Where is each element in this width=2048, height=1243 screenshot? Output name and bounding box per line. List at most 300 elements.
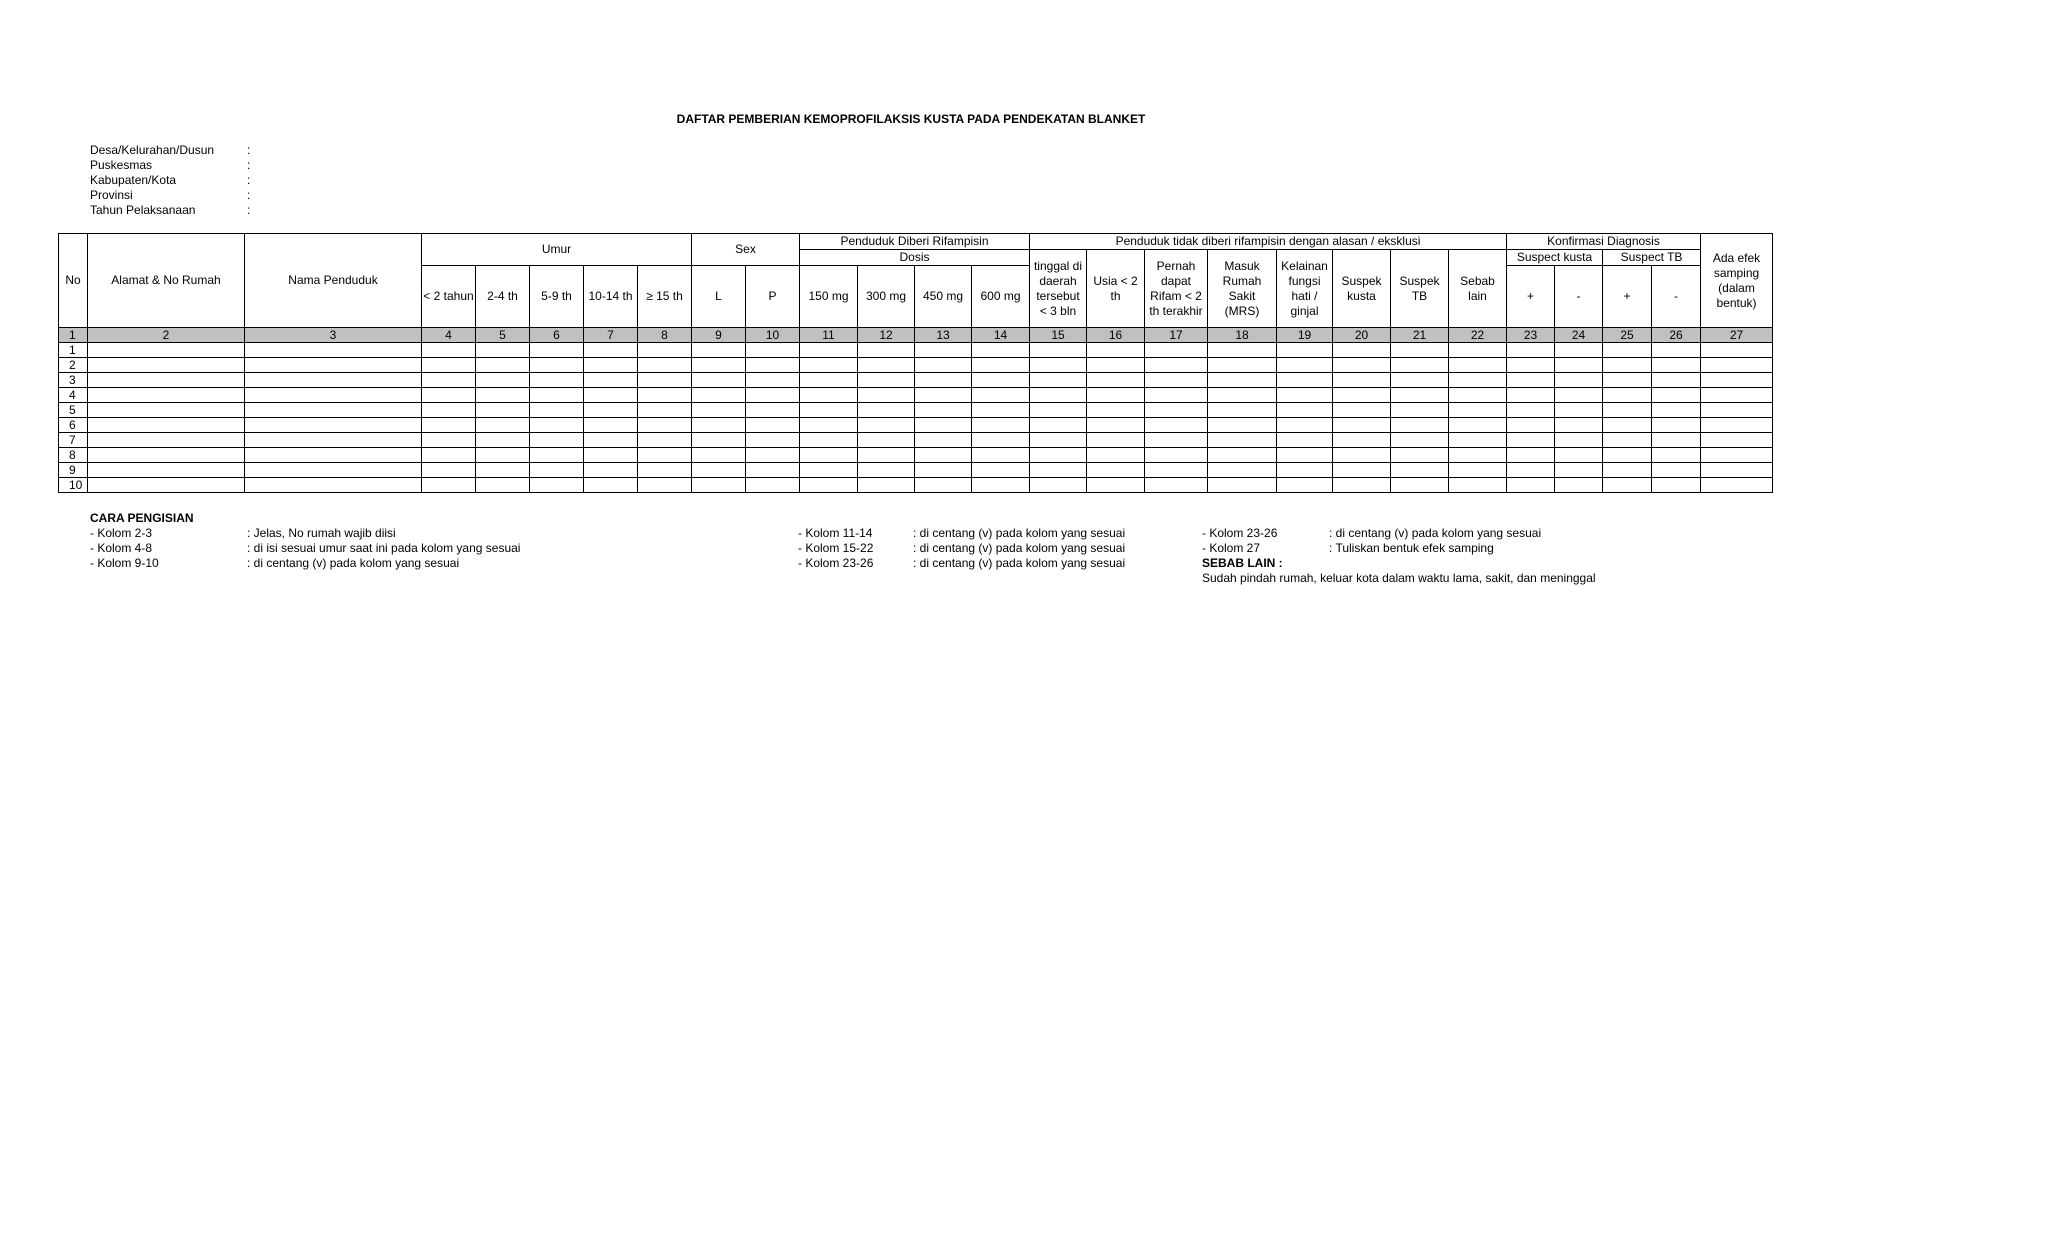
table-cell[interactable]: [1087, 448, 1145, 463]
table-cell[interactable]: [245, 433, 422, 448]
table-cell[interactable]: [1555, 373, 1603, 388]
table-cell[interactable]: [88, 388, 245, 403]
table-cell[interactable]: [638, 448, 692, 463]
table-cell[interactable]: [1603, 463, 1652, 478]
table-cell[interactable]: [692, 418, 746, 433]
instruction-value: : di centang (v) pada kolom yang sesuai: [913, 526, 1126, 540]
table-cell[interactable]: [1277, 418, 1333, 433]
table-cell[interactable]: [1030, 343, 1087, 358]
table-cell[interactable]: [915, 448, 972, 463]
table-cell[interactable]: [1652, 358, 1701, 373]
table-cell[interactable]: [972, 343, 1030, 358]
table-cell[interactable]: [800, 418, 858, 433]
table-cell[interactable]: [1652, 388, 1701, 403]
table-cell[interactable]: [1030, 388, 1087, 403]
table-cell[interactable]: [692, 448, 746, 463]
table-cell[interactable]: [88, 358, 245, 373]
table-cell[interactable]: [245, 448, 422, 463]
table-cell[interactable]: [1030, 373, 1087, 388]
table-cell[interactable]: [746, 433, 800, 448]
table-cell[interactable]: [422, 463, 476, 478]
table-cell[interactable]: [915, 433, 972, 448]
table-cell[interactable]: [800, 343, 858, 358]
table-cell[interactable]: [800, 403, 858, 418]
row-number-cell: 3: [59, 373, 88, 388]
table-cell[interactable]: [1208, 343, 1277, 358]
table-cell[interactable]: [692, 478, 746, 493]
table-cell[interactable]: [1391, 388, 1449, 403]
table-cell[interactable]: [1145, 478, 1208, 493]
table-cell[interactable]: [1333, 343, 1391, 358]
table-cell[interactable]: [1208, 388, 1277, 403]
table-cell[interactable]: [1652, 343, 1701, 358]
column-number-cell: 9: [692, 328, 746, 343]
table-cell[interactable]: [422, 388, 476, 403]
table-cell[interactable]: [972, 403, 1030, 418]
table-row: [59, 478, 1773, 493]
table-cell[interactable]: [1145, 373, 1208, 388]
table-cell[interactable]: [1208, 433, 1277, 448]
table-cell[interactable]: [746, 358, 800, 373]
table-cell[interactable]: [915, 358, 972, 373]
info-label: Tahun Pelaksanaan: [90, 203, 196, 217]
table-cell[interactable]: [1333, 403, 1391, 418]
table-cell[interactable]: [1087, 343, 1145, 358]
table-cell[interactable]: [1701, 418, 1773, 433]
table-cell[interactable]: [530, 358, 584, 373]
table-cell[interactable]: [1507, 403, 1555, 418]
table-cell[interactable]: [1391, 478, 1449, 493]
table-cell[interactable]: [1603, 478, 1652, 493]
table-cell[interactable]: [1208, 478, 1277, 493]
table-cell[interactable]: [584, 463, 638, 478]
table-cell[interactable]: [584, 433, 638, 448]
table-cell[interactable]: [858, 433, 915, 448]
table-cell[interactable]: [1391, 373, 1449, 388]
table-cell[interactable]: [422, 403, 476, 418]
table-cell[interactable]: [1603, 418, 1652, 433]
table-cell[interactable]: [1145, 463, 1208, 478]
table-cell[interactable]: [1449, 418, 1507, 433]
table-cell[interactable]: [1701, 388, 1773, 403]
header-umur-sub: < 2 tahun: [422, 266, 476, 328]
table-cell[interactable]: [1277, 388, 1333, 403]
table-cell[interactable]: [1603, 373, 1652, 388]
table-cell[interactable]: [915, 373, 972, 388]
table-cell[interactable]: [1087, 358, 1145, 373]
instruction-value: : Jelas, No rumah wajib diisi: [247, 526, 396, 540]
table-cell[interactable]: [476, 388, 530, 403]
table-cell[interactable]: [422, 373, 476, 388]
table-cell[interactable]: [1701, 478, 1773, 493]
header-dosis-sub: 300 mg: [858, 266, 915, 328]
table-cell[interactable]: [1087, 388, 1145, 403]
table-cell[interactable]: [584, 343, 638, 358]
table-cell[interactable]: [1333, 448, 1391, 463]
column-number-cell: 2: [88, 328, 245, 343]
table-row: [59, 418, 1773, 433]
table-cell[interactable]: [1701, 433, 1773, 448]
table-cell[interactable]: [530, 433, 584, 448]
table-cell[interactable]: [1087, 478, 1145, 493]
table-cell[interactable]: [800, 373, 858, 388]
table-cell[interactable]: [1603, 358, 1652, 373]
table-cell[interactable]: [692, 358, 746, 373]
table-cell[interactable]: [746, 343, 800, 358]
table-cell[interactable]: [530, 388, 584, 403]
table-cell[interactable]: [530, 448, 584, 463]
table-cell[interactable]: [858, 388, 915, 403]
table-cell[interactable]: [1391, 343, 1449, 358]
table-cell[interactable]: [1208, 358, 1277, 373]
table-cell[interactable]: [692, 403, 746, 418]
row-number-cell: 4: [59, 388, 88, 403]
table-cell[interactable]: [530, 463, 584, 478]
table-cell[interactable]: [245, 358, 422, 373]
table-cell[interactable]: [1701, 358, 1773, 373]
table-cell[interactable]: [915, 478, 972, 493]
table-cell[interactable]: [800, 463, 858, 478]
table-cell[interactable]: [88, 433, 245, 448]
table-cell[interactable]: [746, 373, 800, 388]
table-cell[interactable]: [1652, 418, 1701, 433]
table-cell[interactable]: [476, 478, 530, 493]
table-cell[interactable]: [638, 388, 692, 403]
table-cell[interactable]: [972, 448, 1030, 463]
table-cell[interactable]: [245, 478, 422, 493]
table-cell[interactable]: [1277, 478, 1333, 493]
table-cell[interactable]: [638, 403, 692, 418]
table-cell[interactable]: [1555, 478, 1603, 493]
table-cell[interactable]: [1603, 448, 1652, 463]
table-cell[interactable]: [1449, 463, 1507, 478]
table-cell[interactable]: [1208, 403, 1277, 418]
table-cell[interactable]: [746, 478, 800, 493]
table-cell[interactable]: [1087, 373, 1145, 388]
table-cell[interactable]: [915, 418, 972, 433]
info-row-kabupaten: [90, 173, 250, 188]
table-cell[interactable]: [476, 403, 530, 418]
table-cell[interactable]: [746, 463, 800, 478]
table-cell[interactable]: [1652, 433, 1701, 448]
table-cell[interactable]: [1603, 388, 1652, 403]
table-cell[interactable]: [1145, 418, 1208, 433]
table-cell[interactable]: [1333, 418, 1391, 433]
table-cell[interactable]: [1333, 358, 1391, 373]
table-cell[interactable]: [1603, 403, 1652, 418]
table-cell[interactable]: [1652, 463, 1701, 478]
table-cell[interactable]: [1030, 463, 1087, 478]
table-cell[interactable]: [422, 448, 476, 463]
table-cell[interactable]: [88, 403, 245, 418]
table-cell[interactable]: [584, 403, 638, 418]
table-cell[interactable]: [476, 358, 530, 373]
table-cell[interactable]: [746, 418, 800, 433]
table-cell[interactable]: [638, 373, 692, 388]
table-cell[interactable]: [638, 358, 692, 373]
table-cell[interactable]: [746, 448, 800, 463]
table-cell[interactable]: [530, 373, 584, 388]
table-cell[interactable]: [1333, 463, 1391, 478]
table-cell[interactable]: [972, 433, 1030, 448]
table-cell[interactable]: [1652, 403, 1701, 418]
instruction-key: - Kolom 23-26: [1202, 526, 1278, 540]
header-konf-sub: -: [1555, 266, 1603, 328]
table-cell[interactable]: [1701, 343, 1773, 358]
table-cell[interactable]: [476, 343, 530, 358]
table-cell[interactable]: [1507, 448, 1555, 463]
table-cell[interactable]: [584, 448, 638, 463]
table-cell[interactable]: [858, 478, 915, 493]
info-label: Desa/Kelurahan/Dusun: [90, 143, 215, 157]
column-number-cell: 12: [858, 328, 915, 343]
instruction-row: [1202, 526, 1596, 541]
header-umur-sub: 10-14 th: [584, 266, 638, 328]
column-number-cell: 3: [245, 328, 422, 343]
table-cell[interactable]: [245, 343, 422, 358]
table-cell[interactable]: [1145, 403, 1208, 418]
table-cell[interactable]: [1208, 463, 1277, 478]
table-cell[interactable]: [1449, 343, 1507, 358]
table-cell[interactable]: [638, 418, 692, 433]
table-cell[interactable]: [1507, 478, 1555, 493]
table-cell[interactable]: [1652, 478, 1701, 493]
table-cell[interactable]: [245, 373, 422, 388]
header-sex-sub: L: [692, 266, 746, 328]
table-cell[interactable]: [800, 433, 858, 448]
table-cell[interactable]: [1087, 403, 1145, 418]
table-cell[interactable]: [858, 358, 915, 373]
table-cell[interactable]: [476, 463, 530, 478]
table-cell[interactable]: [422, 418, 476, 433]
table-cell[interactable]: [1449, 388, 1507, 403]
table-cell[interactable]: [88, 448, 245, 463]
table-cell[interactable]: [1145, 343, 1208, 358]
table-cell[interactable]: [1391, 433, 1449, 448]
table-cell[interactable]: [1449, 448, 1507, 463]
table-cell[interactable]: [1701, 463, 1773, 478]
table-cell[interactable]: [800, 478, 858, 493]
column-number-cell: 4: [422, 328, 476, 343]
table-cell[interactable]: [584, 373, 638, 388]
table-cell[interactable]: [1333, 478, 1391, 493]
table-cell[interactable]: [1555, 418, 1603, 433]
table-cell[interactable]: [476, 433, 530, 448]
sebab-lain-heading: SEBAB LAIN :: [1202, 556, 1283, 570]
table-cell[interactable]: [1603, 343, 1652, 358]
table-cell[interactable]: [1449, 433, 1507, 448]
table-cell[interactable]: [1449, 478, 1507, 493]
table-cell[interactable]: [972, 358, 1030, 373]
table-cell[interactable]: [1145, 433, 1208, 448]
table-cell[interactable]: [1030, 448, 1087, 463]
table-cell[interactable]: [858, 448, 915, 463]
instructions-col3: [1202, 526, 1596, 586]
table-cell[interactable]: [1555, 433, 1603, 448]
table-cell[interactable]: [1507, 418, 1555, 433]
table-cell[interactable]: [972, 463, 1030, 478]
table-cell[interactable]: [915, 343, 972, 358]
table-cell[interactable]: [422, 478, 476, 493]
table-cell[interactable]: [1507, 373, 1555, 388]
table-cell[interactable]: [1030, 403, 1087, 418]
header-tidak-diberi: Penduduk tidak diberi rifampisin dengan alasan / eksklusi: [1030, 234, 1507, 250]
table-cell[interactable]: [1507, 358, 1555, 373]
table-cell[interactable]: [1603, 433, 1652, 448]
table-row: [59, 448, 1773, 463]
table-cell[interactable]: [692, 388, 746, 403]
table-cell[interactable]: [858, 418, 915, 433]
table-cell[interactable]: [915, 463, 972, 478]
table-cell[interactable]: [1391, 358, 1449, 373]
table-cell[interactable]: [1555, 358, 1603, 373]
table-cell[interactable]: [476, 373, 530, 388]
table-cell[interactable]: [88, 373, 245, 388]
column-number-cell: 8: [638, 328, 692, 343]
table-cell[interactable]: [1507, 463, 1555, 478]
table-cell[interactable]: [1087, 418, 1145, 433]
table-cell[interactable]: [800, 358, 858, 373]
table-cell[interactable]: [1449, 373, 1507, 388]
table-cell[interactable]: [1449, 403, 1507, 418]
table-cell[interactable]: [1701, 373, 1773, 388]
table-cell[interactable]: [1555, 463, 1603, 478]
table-cell[interactable]: [1701, 448, 1773, 463]
table-cell[interactable]: [245, 403, 422, 418]
table-cell[interactable]: [1277, 433, 1333, 448]
table-cell[interactable]: [746, 403, 800, 418]
table-cell[interactable]: [1507, 343, 1555, 358]
table-cell[interactable]: [1333, 373, 1391, 388]
table-cell[interactable]: [1701, 403, 1773, 418]
table-cell[interactable]: [88, 463, 245, 478]
table-cell[interactable]: [476, 448, 530, 463]
table-cell[interactable]: [1277, 373, 1333, 388]
table-cell[interactable]: [800, 448, 858, 463]
table-cell[interactable]: [1555, 403, 1603, 418]
table-cell[interactable]: [530, 343, 584, 358]
table-cell[interactable]: [638, 343, 692, 358]
table-cell[interactable]: [1555, 343, 1603, 358]
table-cell[interactable]: [1333, 388, 1391, 403]
header-sex-sub: P: [746, 266, 800, 328]
table-cell[interactable]: [584, 388, 638, 403]
table-cell[interactable]: [692, 343, 746, 358]
table-cell[interactable]: [422, 358, 476, 373]
table-cell[interactable]: [88, 343, 245, 358]
table-cell[interactable]: [915, 403, 972, 418]
table-cell[interactable]: [1391, 448, 1449, 463]
table-cell[interactable]: [476, 418, 530, 433]
table-cell[interactable]: [1145, 388, 1208, 403]
table-cell[interactable]: [422, 343, 476, 358]
table-cell[interactable]: [692, 373, 746, 388]
table-cell[interactable]: [1507, 388, 1555, 403]
table-cell[interactable]: [858, 343, 915, 358]
table-cell[interactable]: [245, 418, 422, 433]
table-cell[interactable]: [88, 478, 245, 493]
instruction-key: - Kolom 11-14: [798, 526, 873, 540]
table-cell[interactable]: [972, 373, 1030, 388]
table-cell[interactable]: [638, 463, 692, 478]
table-cell[interactable]: [1277, 463, 1333, 478]
table-cell[interactable]: [584, 358, 638, 373]
table-cell[interactable]: [972, 418, 1030, 433]
table-cell[interactable]: [638, 433, 692, 448]
table-cell[interactable]: [1449, 358, 1507, 373]
table-cell[interactable]: [972, 478, 1030, 493]
table-cell[interactable]: [1208, 448, 1277, 463]
page-title: DAFTAR PEMBERIAN KEMOPROFILAKSIS KUSTA PADA PENDEKATAN BLANKET: [676, 112, 1146, 126]
instructions-col2: [798, 526, 1125, 571]
table-cell[interactable]: [245, 388, 422, 403]
table-cell[interactable]: [88, 418, 245, 433]
table-cell[interactable]: [1145, 358, 1208, 373]
table-cell[interactable]: [1507, 433, 1555, 448]
table-cell[interactable]: [1087, 463, 1145, 478]
info-label: Puskesmas: [90, 158, 153, 172]
table-cell[interactable]: [530, 403, 584, 418]
instruction-row: [90, 541, 520, 556]
table-cell[interactable]: [800, 388, 858, 403]
table-cell[interactable]: [1030, 433, 1087, 448]
info-label: Provinsi: [90, 188, 133, 202]
table-cell[interactable]: [1333, 433, 1391, 448]
table-cell[interactable]: [530, 418, 584, 433]
table-cell[interactable]: [1277, 448, 1333, 463]
column-number-cell: 1: [59, 328, 88, 343]
table-cell[interactable]: [1277, 403, 1333, 418]
table-cell[interactable]: [422, 433, 476, 448]
table-cell[interactable]: [858, 373, 915, 388]
table-cell[interactable]: [1391, 463, 1449, 478]
table-cell[interactable]: [638, 478, 692, 493]
table-cell[interactable]: [692, 463, 746, 478]
table-cell[interactable]: [1030, 478, 1087, 493]
table-row: [59, 403, 1773, 418]
table-cell[interactable]: [915, 388, 972, 403]
main-table: [58, 233, 1773, 493]
table-cell[interactable]: [746, 388, 800, 403]
table-cell[interactable]: [1277, 343, 1333, 358]
table-cell[interactable]: [584, 418, 638, 433]
table-cell[interactable]: [858, 403, 915, 418]
table-cell[interactable]: [1277, 358, 1333, 373]
header-konf-sub: -: [1652, 266, 1701, 328]
instruction-key: - Kolom 2-3: [90, 526, 153, 540]
table-cell[interactable]: [584, 478, 638, 493]
table-cell[interactable]: [1391, 418, 1449, 433]
table-cell[interactable]: [245, 463, 422, 478]
table-cell[interactable]: [858, 463, 915, 478]
table-cell[interactable]: [1030, 358, 1087, 373]
row-number-cell: 8: [59, 448, 88, 463]
table-cell[interactable]: [692, 433, 746, 448]
table-cell[interactable]: [1555, 448, 1603, 463]
table-cell[interactable]: [1145, 448, 1208, 463]
table-cell[interactable]: [1652, 373, 1701, 388]
table-cell[interactable]: [530, 478, 584, 493]
table-cell[interactable]: [1208, 418, 1277, 433]
table-cell[interactable]: [1652, 448, 1701, 463]
table-cell[interactable]: [1391, 403, 1449, 418]
table-cell[interactable]: [1555, 388, 1603, 403]
table-cell[interactable]: [1087, 433, 1145, 448]
table-cell[interactable]: [1208, 373, 1277, 388]
instructions-col1: [90, 511, 520, 571]
table-cell[interactable]: [1030, 418, 1087, 433]
table-cell[interactable]: [972, 388, 1030, 403]
